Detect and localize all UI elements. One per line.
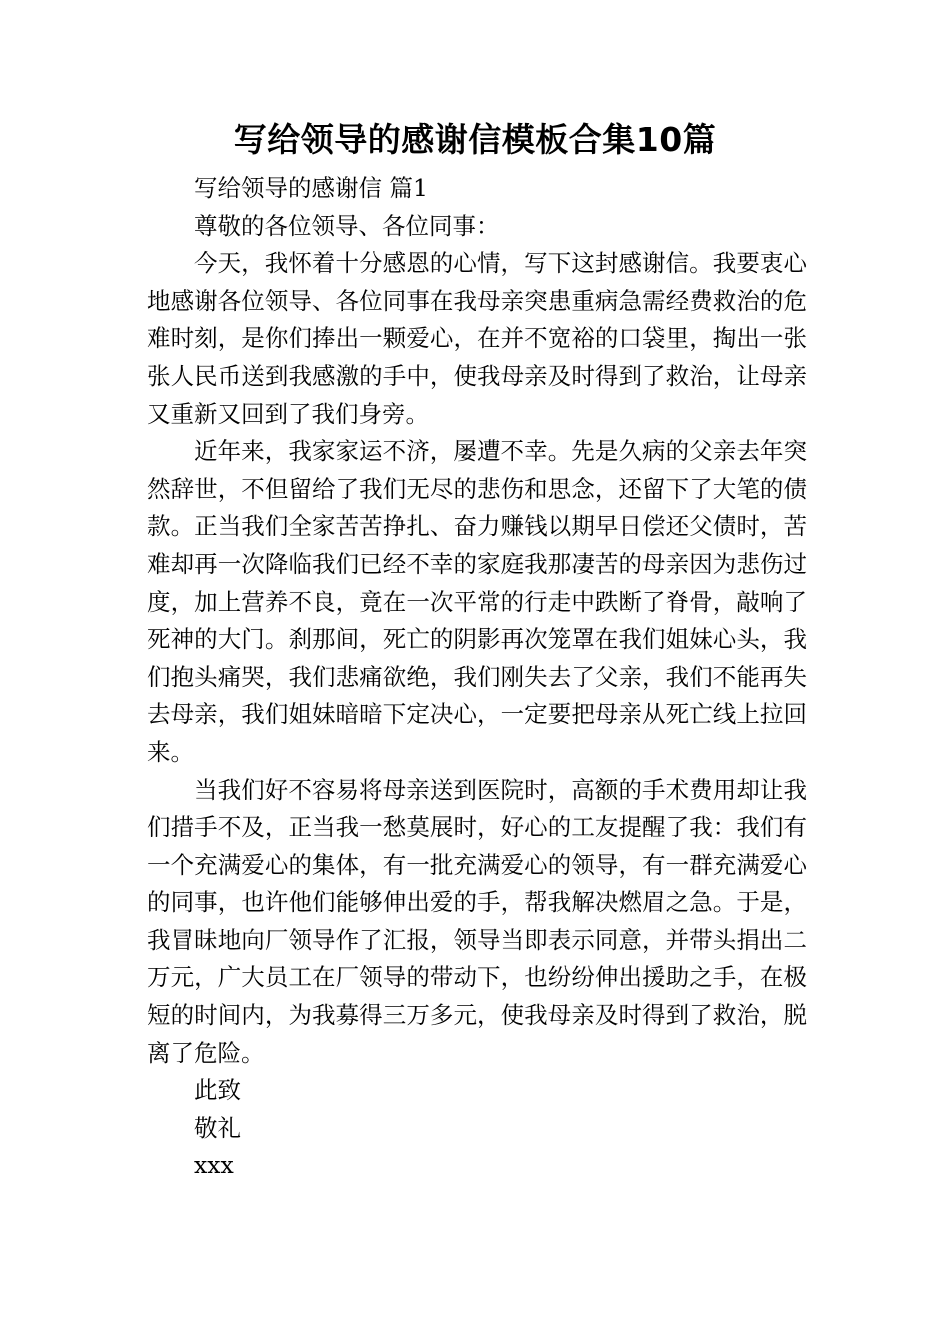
closing-line-2: 敬礼 [194,1113,241,1142]
signature: xxx [194,1151,234,1180]
letter-body [147,170,807,1185]
paragraph-3: 当我们好不容易将母亲送到医院时，高额的手术费用却让我们措手不及，正当我一愁莫展时，好心的工友提醒了我：我们有一个充满爱心的集体，有一批充满爱心的领导，有一群充满爱心的同事，也许他们能够伸出爱的手，帮我解决燃眉之急。于是，我冒昧地向厂领导作了汇报，领导当即表示同意，并带头捐出二万元，广大员工在厂领导的带动下，也纷纷伸出援助之手，在极短的时间内，为我募得三万多元，使我母亲及时得到了救治，脱离了危险。 [147,775,807,1067]
letter-salutation: 尊敬的各位领导、各位同事： [194,211,500,240]
closing-line-1: 此致 [194,1076,241,1105]
letter-heading: 写给领导的感谢信 篇1 [194,174,428,202]
paragraph-2: 近年来，我家家运不济，屡遭不幸。先是久病的父亲去年突然辞世，不但留给了我们无尽的悲伤和思念，还留下了大笔的债款。正当我们全家苦苦挣扎、奋力赚钱以期早日偿还父债时，苦难却再一次降临我们已经不幸的家庭我那凄苦的母亲因为悲伤过度，加上营养不良，竟在一次平常的行走中跌断了脊骨，敲响了死神的大门。刹那间，死亡的阴影再次笼罩在我们姐妹心头，我们抱头痛哭，我们悲痛欲绝，我们刚失去了父亲，我们不能再失去母亲，我们姐妹暗暗下定决心，一定要把母亲从死亡线上拉回来。 [147,437,807,766]
paragraph-1: 今天，我怀着十分感恩的心情，写下这封感谢信。我要衷心地感谢各位领导、各位同事在我母亲突患重病急需经费救治的危难时刻，是你们捧出一颗爱心，在并不宽裕的口袋里，掏出一张张人民币送到我感激的手中，使我母亲及时得到了救治，让母亲又重新又回到了我们身旁。 [147,249,807,428]
document-title: 写给领导的感谢信模板合集10篇 [233,120,717,159]
